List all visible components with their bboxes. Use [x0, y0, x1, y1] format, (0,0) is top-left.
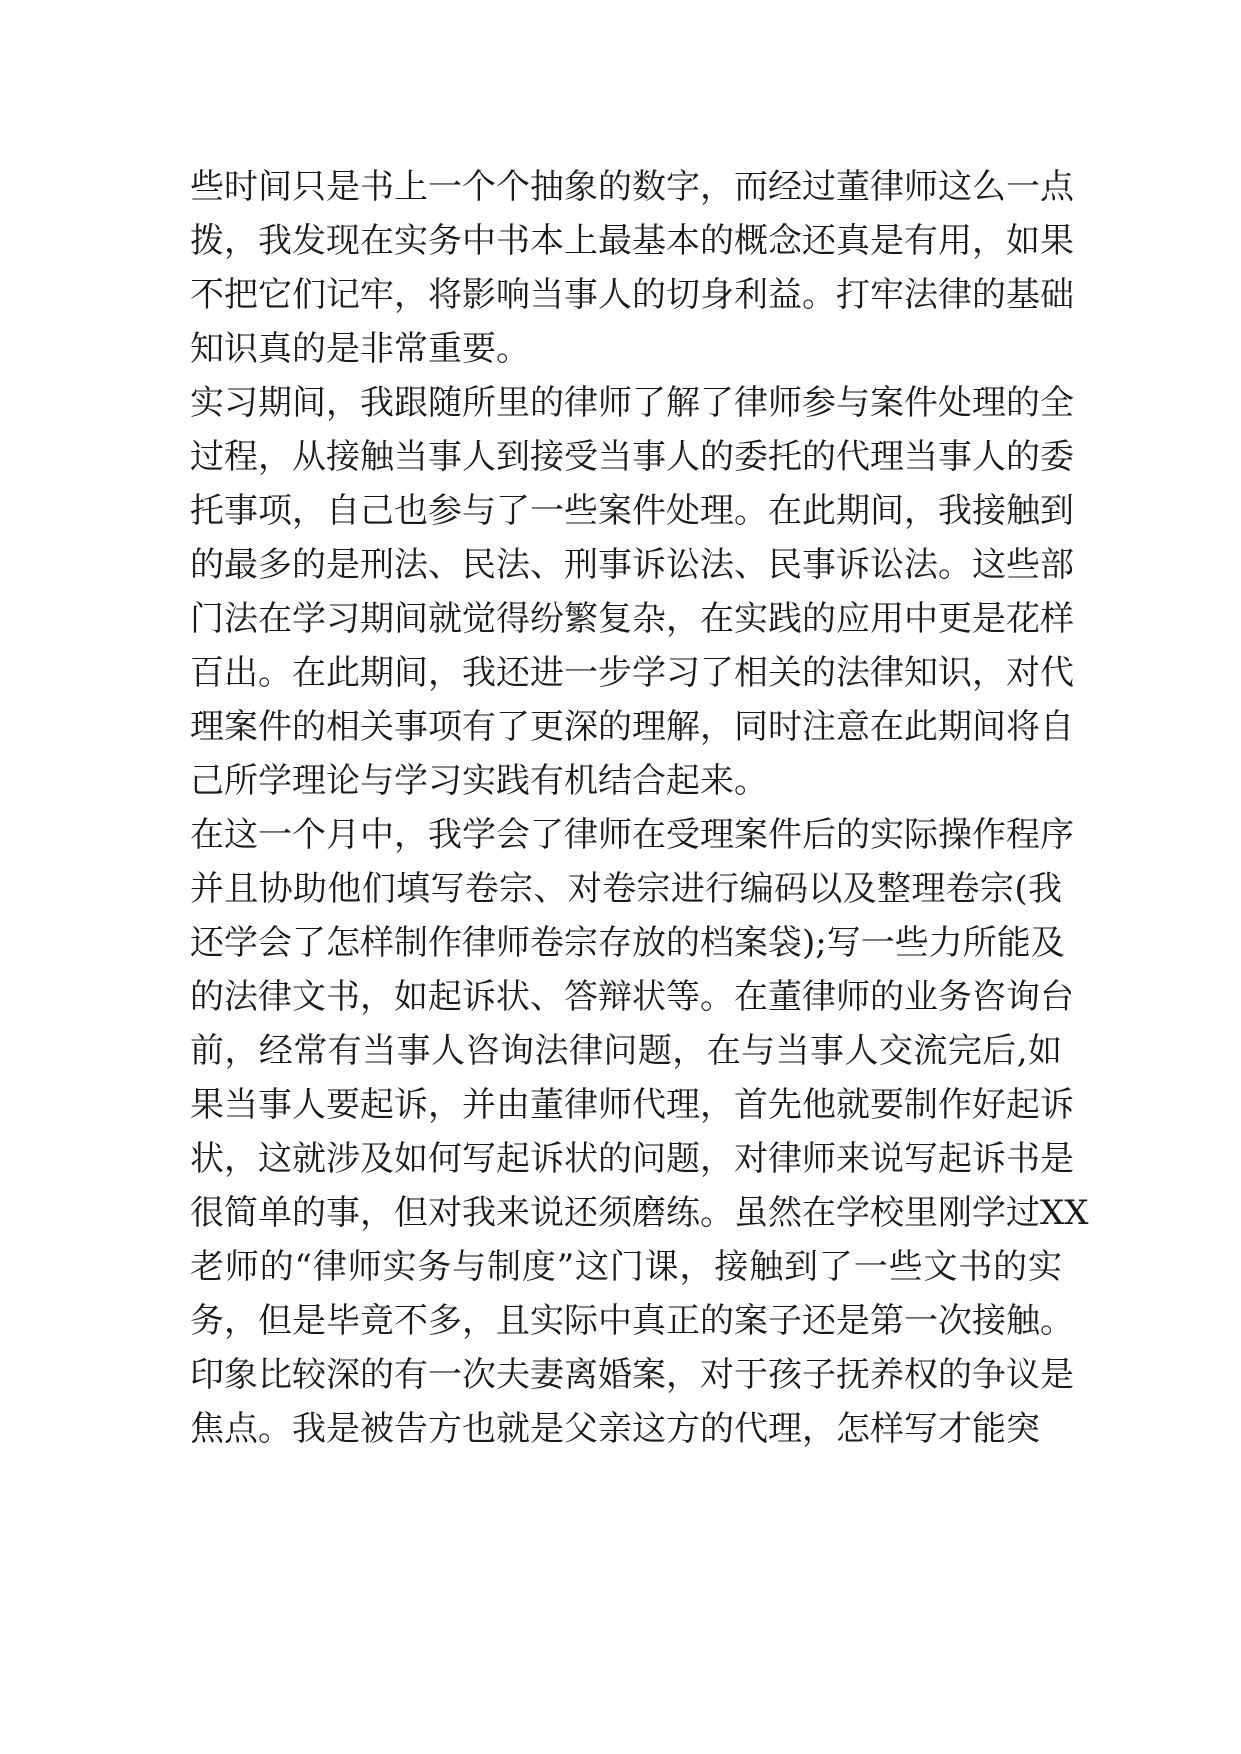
- body-text: [190, 160, 1089, 1456]
- text-line: 果当事人要起诉，并由董律师代理，首先他就要制作好起诉: [190, 1085, 1074, 1125]
- text-line: 的最多的是刑法、民法、刑事诉讼法、民事诉讼法。这些部: [190, 545, 1074, 585]
- text-line: 还学会了怎样制作律师卷宗存放的档案袋);写一些力所能及: [190, 923, 1065, 963]
- text-line: 很简单的事，但对我来说还须磨练。虽然在学校里刚学过XX: [190, 1193, 1089, 1233]
- text-line: 不把它们记牢，将影响当事人的切身利益。打牢法律的基础: [190, 275, 1074, 315]
- text-line: 门法在学习期间就觉得纷繁复杂，在实践的应用中更是花样: [190, 599, 1074, 639]
- text-line: 百出。在此期间，我还进一步学习了相关的法律知识，对代: [190, 653, 1074, 693]
- text-line: 己所学理论与学习实践有机结合起来。: [190, 761, 768, 801]
- text-line: 在这一个月中，我学会了律师在受理案件后的实际操作程序: [190, 815, 1074, 855]
- text-line: 过程，从接触当事人到接受当事人的委托的代理当事人的委: [190, 437, 1074, 477]
- text-line: 老师的“律师实务与制度”这门课，接触到了一些文书的实: [190, 1247, 1062, 1287]
- text-line: 务，但是毕竟不多，且实际中真正的案子还是第一次接触。: [190, 1301, 1074, 1341]
- text-line: 焦点。我是被告方也就是父亲这方的代理，怎样写才能突: [190, 1409, 1040, 1449]
- text-line: 的法律文书，如起诉状、答辩状等。在董律师的业务咨询台: [190, 977, 1074, 1017]
- text-line: 状，这就涉及如何写起诉状的问题，对律师来说写起诉书是: [190, 1139, 1074, 1179]
- text-line: 实习期间，我跟随所里的律师了解了律师参与案件处理的全: [190, 383, 1074, 423]
- text-line: 并且协助他们填写卷宗、对卷宗进行编码以及整理卷宗(我: [190, 869, 1062, 909]
- text-line: 前，经常有当事人咨询法律问题，在与当事人交流完后,如: [190, 1031, 1062, 1071]
- text-line: 些时间只是书上一个个抽象的数字，而经过董律师这么一点: [190, 167, 1074, 207]
- text-line: 拨，我发现在实务中书本上最基本的概念还真是有用，如果: [190, 221, 1074, 261]
- text-line: 知识真的是非常重要。: [190, 329, 530, 369]
- text-line: 托事项，自己也参与了一些案件处理。在此期间，我接触到: [190, 491, 1074, 531]
- text-line: 理案件的相关事项有了更深的理解，同时注意在此期间将自: [190, 707, 1074, 747]
- text-line: 印象比较深的有一次夫妻离婚案，对于孩子抚养权的争议是: [190, 1355, 1074, 1395]
